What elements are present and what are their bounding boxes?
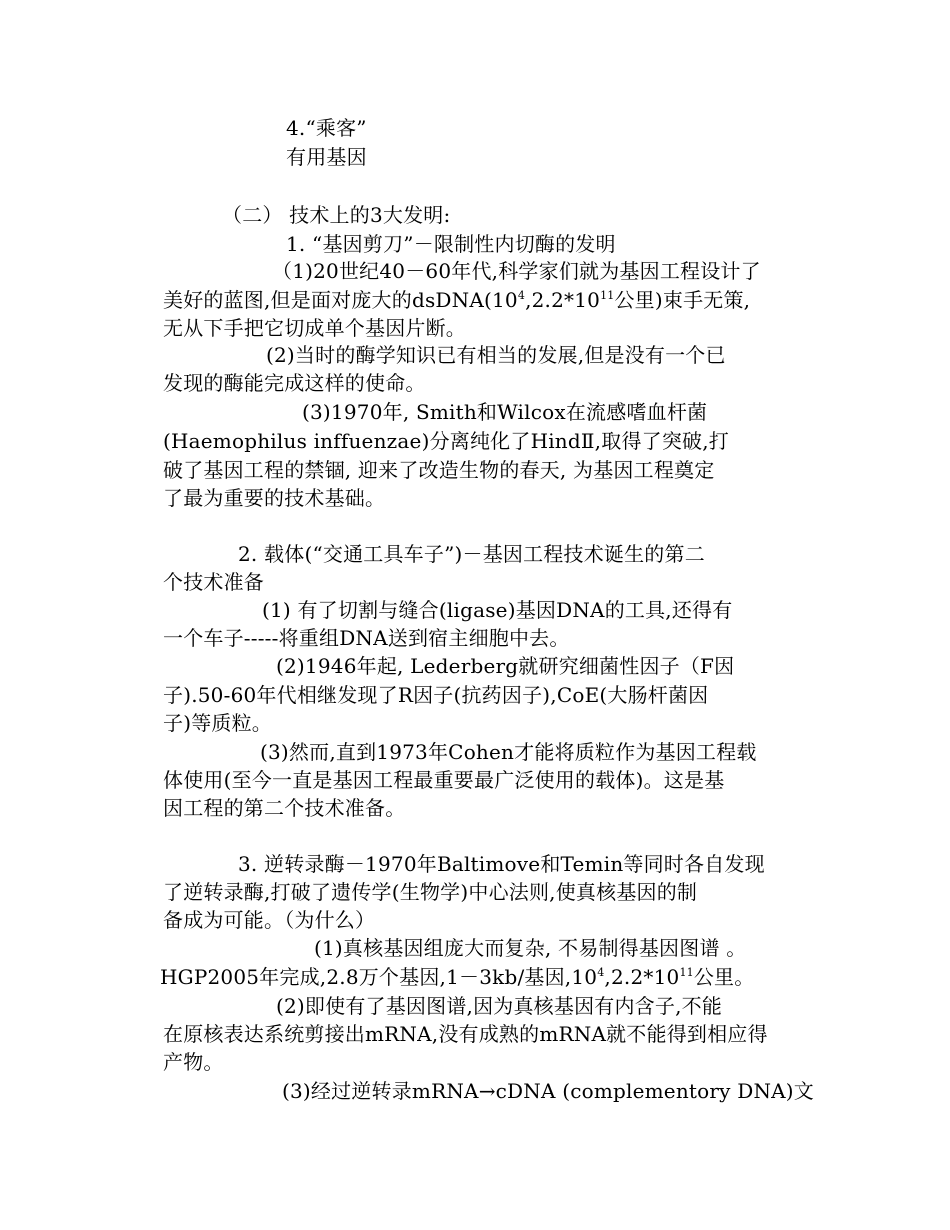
text-line: 因工程的第二个技术准备。 — [163, 796, 406, 820]
text-line: (3)经过逆转录mRNA→cDNA (complementory DNA)文 — [282, 1079, 814, 1103]
text-line: 了最为重要的技术基础。 — [163, 486, 386, 510]
text-line: (2)当时的酶学知识已有相当的发展,但是没有一个已 — [266, 343, 726, 367]
text-line: 破了基因工程的禁锢, 迎来了改造生物的春天, 为基因工程奠定 — [163, 458, 715, 482]
list-item-passenger: 4.“乘客” — [286, 116, 367, 140]
text-line: 个技术准备 — [163, 570, 264, 594]
section-heading: （二） 技术上的3大发明: — [222, 203, 451, 227]
text-line: (1) 有了切割与缝合(ligase)基因DNA的工具,还得有 — [262, 598, 733, 622]
text-line: (3)然而,直到1973年Cohen才能将质粒作为基因工程载 — [260, 740, 757, 764]
subsection-heading: 1. “基因剪刀”－限制性内切酶的发明 — [286, 232, 616, 256]
text-line: 一个车子-----将重组DNA送到宿主细胞中去。 — [163, 626, 570, 650]
text-line: 了逆转录酶,打破了遗传学(生物学)中心法则,使真核基因的制 — [163, 880, 698, 904]
text-line: 在原核表达系统剪接出mRNA,没有成熟的mRNA就不能得到相应得 — [163, 1022, 768, 1046]
text-line: HGP2005年完成,2.8万个基因,1－3kb/基因$,10^4,2.2*10^{11}$公里。 — [160, 965, 755, 989]
text-line: 发现的酶能完成这样的使命。 — [163, 371, 426, 395]
text-line: （1)20世纪40－60年代,科学家们就为基因工程设计了 — [272, 259, 761, 283]
text-line: 有用基因 — [286, 145, 367, 169]
text-line: (2)即使有了基因图谱,因为真核基因有内含子,不能 — [276, 994, 723, 1018]
subsection-heading: 2. 载体(“交通工具车子”)－基因工程技术诞生的第二 — [238, 542, 705, 566]
text-line: 体使用(至今一直是基因工程最重要最广泛使用的载体)。这是基 — [163, 768, 725, 792]
text-line: 子).50-60年代相继发现了R因子(抗药因子),CoE(大肠杆菌因 — [163, 683, 709, 707]
text-line: 备成为可能。（为什么） — [163, 908, 376, 932]
text-line: 产物。 — [163, 1050, 224, 1074]
text-line: 无从下手把它切成单个基因片断。 — [163, 316, 466, 340]
text-line: (Haemophilus inffuenzae)分离纯化了HindⅡ,取得了突破,打 — [163, 429, 729, 453]
subsection-heading: 3. 逆转录酶－1970年Baltimove和Temin等同时各自发现 — [238, 852, 765, 876]
text-line: (2)1946年起, Lederberg就研究细菌性因子（F因 — [276, 654, 735, 678]
text-line: 美好的蓝图,但是面对庞大的$dsDNA(10^4,2.2*10^{11}$公里)束手无策, — [163, 288, 751, 312]
text-line: (3)1970年, Smith和Wilcox在流感嗜血杆菌 — [302, 400, 708, 424]
text-line: 子)等质粒。 — [163, 711, 273, 735]
text-line: (1)真核基因组庞大而复杂, 不易制得基因图谱 。 — [314, 936, 747, 960]
